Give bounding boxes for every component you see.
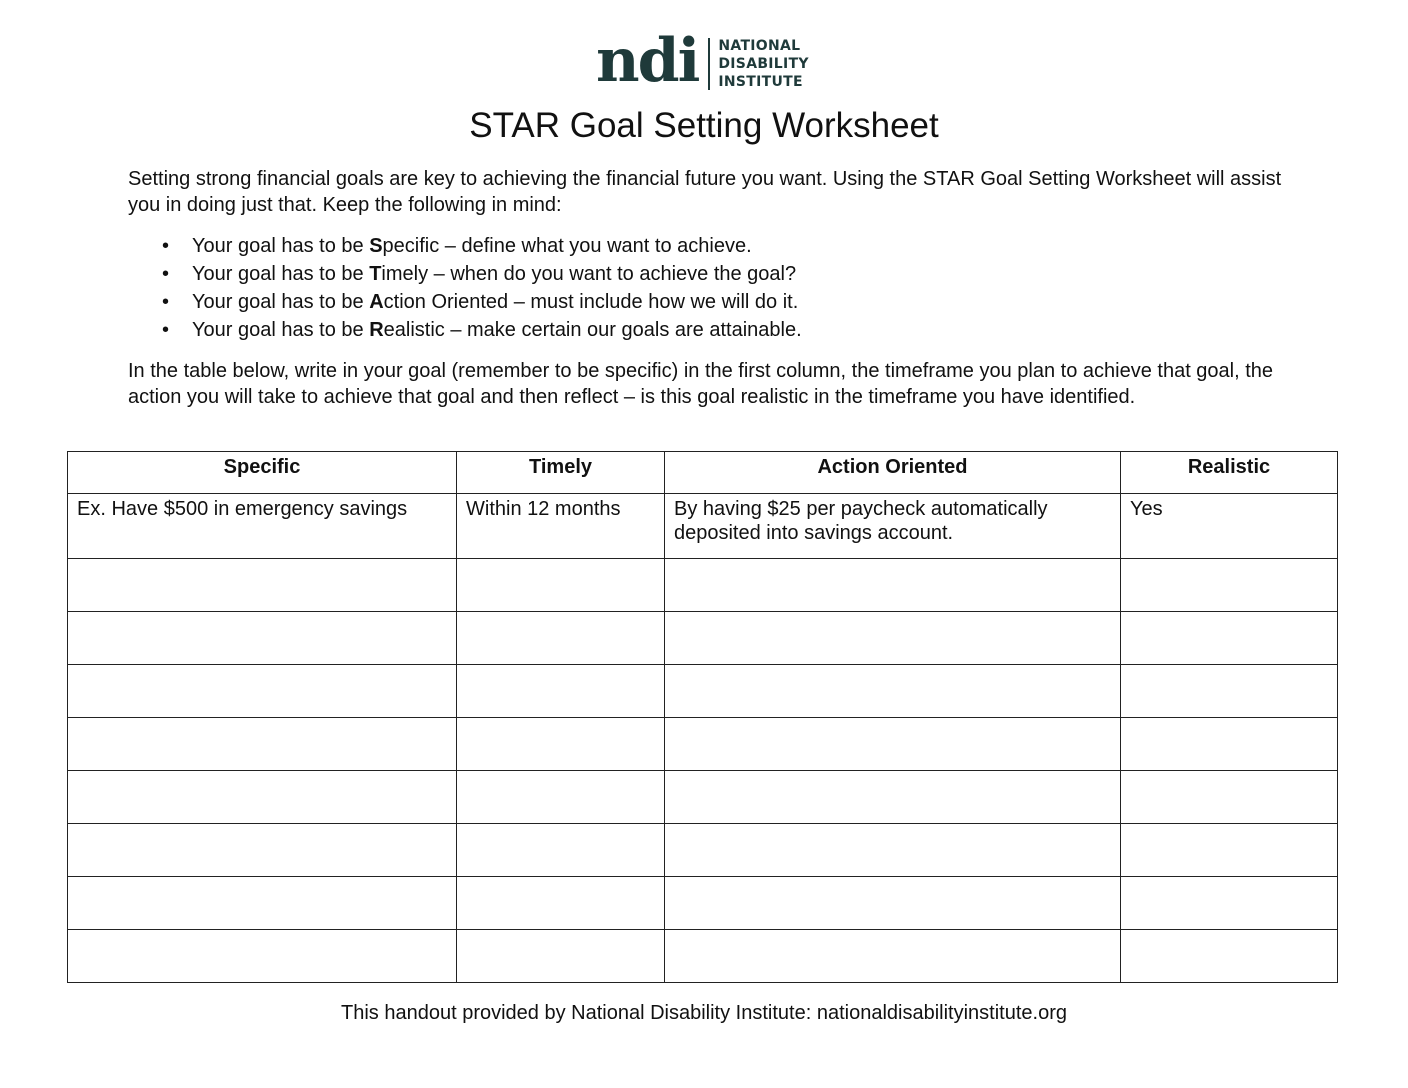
logo-line-2: DISABILITY <box>718 56 809 72</box>
table-row <box>68 612 1338 665</box>
logo-divider <box>708 38 710 90</box>
specific-cell[interactable] <box>68 930 457 983</box>
specific-cell[interactable] <box>68 665 457 718</box>
list-item-specific: • Your goal has to be Specific – define what you want to achieve. <box>128 232 1288 260</box>
realistic-cell[interactable] <box>1121 612 1338 665</box>
table-row <box>68 559 1338 612</box>
list-item-action-oriented: • Your goal has to be Action Oriented – must include how we will do it. <box>128 288 1288 316</box>
intro-paragraph: Setting strong financial goals are key to achieving the financial future you want. Using the STAR Goal Setting Worksheet will assist you in doing just that. Keep the following in mind: <box>128 168 1282 216</box>
goal-table <box>67 451 1338 983</box>
timely-cell[interactable] <box>457 612 665 665</box>
realistic-cell[interactable] <box>1121 771 1338 824</box>
table-row <box>68 665 1338 718</box>
bullet-icon: • <box>162 291 170 313</box>
list-item-timely: • Your goal has to be Timely – when do you want to achieve the goal? <box>128 260 1288 288</box>
example-row <box>68 494 1338 559</box>
realistic-cell[interactable] <box>1121 877 1338 930</box>
instructions-paragraph: In the table below, write in your goal (remember to be specific) in the first column, the timeframe you plan to achieve that goal, the action you will take to achieve that goal and then reflect – is this goal realistic in the timeframe you have identified. <box>128 360 1274 408</box>
bullet-icon: • <box>162 319 170 341</box>
table-header-row <box>68 452 1338 494</box>
example-realistic: Yes <box>1121 494 1338 559</box>
footer-credit: This handout provided by National Disability Institute: nationaldisabilityinstitute.org <box>341 1002 1067 1024</box>
example-specific: Ex. Have $500 in emergency savings <box>68 494 457 559</box>
specific-cell[interactable] <box>68 559 457 612</box>
timely-cell[interactable] <box>457 877 665 930</box>
logo-line-1: NATIONAL <box>718 38 801 54</box>
table-row <box>68 718 1338 771</box>
table-row <box>68 877 1338 930</box>
realistic-cell[interactable] <box>1121 930 1338 983</box>
header-timely: Timely <box>457 452 665 494</box>
bullet-icon: • <box>162 263 170 285</box>
action-cell[interactable] <box>665 877 1121 930</box>
action-cell[interactable] <box>665 718 1121 771</box>
timely-cell[interactable] <box>457 771 665 824</box>
table-row <box>68 824 1338 877</box>
action-cell[interactable] <box>665 930 1121 983</box>
specific-cell[interactable] <box>68 877 457 930</box>
page-title: STAR Goal Setting Worksheet <box>469 106 939 145</box>
header-action-oriented: Action Oriented <box>665 452 1121 494</box>
action-cell[interactable] <box>665 665 1121 718</box>
timely-cell[interactable] <box>457 665 665 718</box>
action-cell[interactable] <box>665 824 1121 877</box>
realistic-cell[interactable] <box>1121 665 1338 718</box>
star-criteria-list <box>128 232 1288 344</box>
timely-cell[interactable] <box>457 824 665 877</box>
logo-line-3: INSTITUTE <box>718 74 803 90</box>
action-cell[interactable] <box>665 771 1121 824</box>
action-cell[interactable] <box>665 559 1121 612</box>
ndi-logo <box>596 26 809 96</box>
timely-cell[interactable] <box>457 718 665 771</box>
realistic-cell[interactable] <box>1121 824 1338 877</box>
specific-cell[interactable] <box>68 718 457 771</box>
timely-cell[interactable] <box>457 559 665 612</box>
table-row <box>68 771 1338 824</box>
example-timely: Within 12 months <box>457 494 665 559</box>
example-action: By having $25 per paycheck automatically deposited into savings account. <box>665 494 1121 559</box>
logo-mark: ndi <box>596 26 699 96</box>
logo-wordmark <box>718 37 808 91</box>
header-realistic: Realistic <box>1121 452 1338 494</box>
specific-cell[interactable] <box>68 771 457 824</box>
list-item-realistic: • Your goal has to be Realistic – make certain our goals are attainable. <box>128 316 1288 344</box>
specific-cell[interactable] <box>68 824 457 877</box>
realistic-cell[interactable] <box>1121 559 1338 612</box>
header-specific: Specific <box>68 452 457 494</box>
realistic-cell[interactable] <box>1121 718 1338 771</box>
specific-cell[interactable] <box>68 612 457 665</box>
table-row <box>68 930 1338 983</box>
bullet-icon: • <box>162 235 170 257</box>
timely-cell[interactable] <box>457 930 665 983</box>
action-cell[interactable] <box>665 612 1121 665</box>
